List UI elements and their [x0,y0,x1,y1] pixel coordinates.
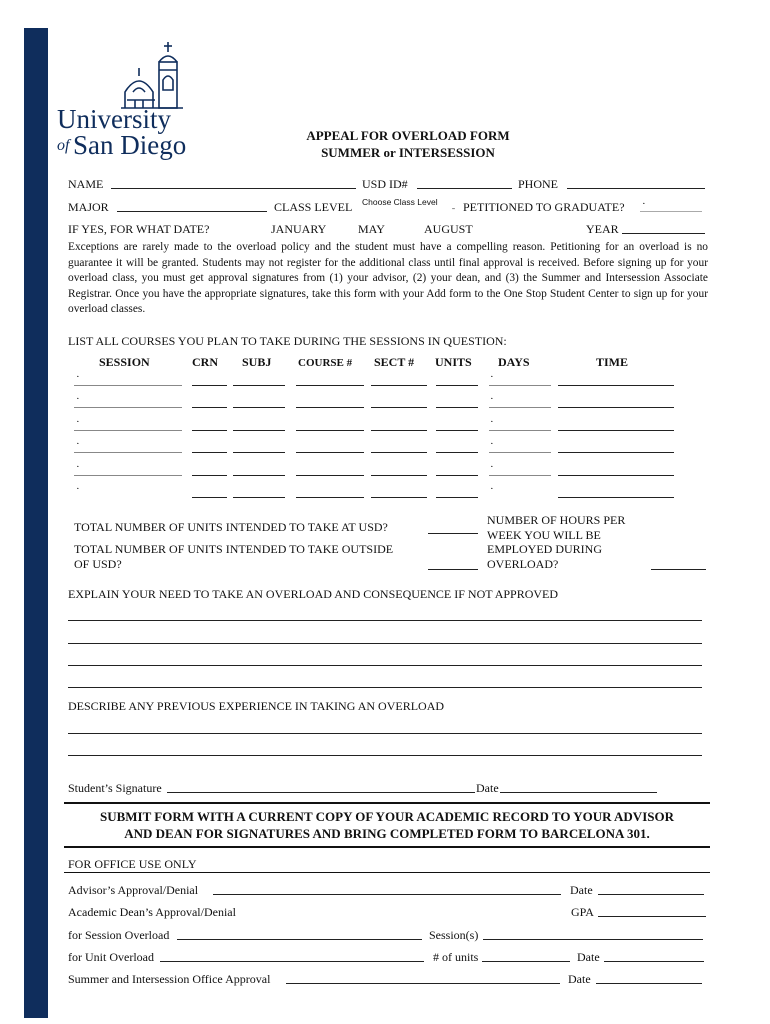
course-row-3-session-dropdown-icon: · [76,416,80,428]
course-row-1-crn-input[interactable] [192,385,227,386]
gpa-input[interactable] [598,916,706,917]
header-sect: SECT # [374,355,415,369]
explain-line-2[interactable] [68,643,702,644]
may-option[interactable]: MAY [358,222,385,236]
header-subj: SUBJ [242,355,272,369]
class-level-chevron-icon: ˍ [452,200,455,210]
header-crn: CRN [192,355,218,369]
num-units-input[interactable] [482,961,570,962]
logo-san-diego-text: San Diego [73,130,187,160]
describe-line-2[interactable] [68,755,702,756]
sessions-label: Session(s) [429,928,479,942]
course-row-6-sect-input[interactable] [371,497,427,498]
course-row-3-days-input[interactable] [489,430,551,431]
course-row-4-days-input[interactable] [489,452,551,453]
course-row-2-session-input[interactable] [74,407,182,408]
describe-label: DESCRIBE ANY PREVIOUS EXPERIENCE IN TAKING AN OVERLOAD [68,699,445,713]
submit-bottom-rule [64,846,710,848]
course-row-2-days-dropdown-icon: · [490,393,494,405]
usd-id-label: USD ID# [362,177,408,191]
course-row-5-crn-input[interactable] [192,475,227,476]
header-course: COURSE # [298,357,353,369]
header-days: DAYS [498,355,530,369]
course-row-1-days-dropdown-icon: · [490,371,494,383]
course-row-2-subj-input[interactable] [233,407,285,408]
total-outside-label-line2: OF USD? [74,557,122,571]
course-row-5-time-input[interactable] [558,475,674,476]
major-label: MAJOR [68,200,109,214]
policy-paragraph: Exceptions are rarely made to the overload policy and the student must have a compelling reason. Petitioning for an overload is no guarantee it will be granted. Students may not register for the additional class until final approval is received. Before signing up for your overload class, you must get approval signatures from (1) your advisor, (2) your dean, and (3) the Summer and Intersession Associate Registrar. Once you have the appropriate signatures, take this form with your Add form to the One Stop Student Center to sign up for your overload classes. [68,241,708,315]
unit-overload-input[interactable] [160,961,424,962]
course-row-5-subj-input[interactable] [233,475,285,476]
student-signature-label: Student’s Signature [68,781,162,795]
total-usd-input[interactable] [428,533,478,534]
hours-label [487,513,625,571]
office-use-rule [64,872,710,873]
unit-overload-label: for Unit Overload [68,950,154,964]
unit-date-input[interactable] [604,961,704,962]
course-row-3-units-input[interactable] [436,430,478,431]
if-yes-label: IF YES, FOR WHAT DATE? [68,222,210,236]
course-row-3-crn-input[interactable] [192,430,227,431]
summer-date-input[interactable] [596,983,702,984]
total-outside-input[interactable] [428,569,478,570]
course-row-1-days-input[interactable] [489,385,551,386]
gpa-label: GPA [571,905,594,919]
office-use-heading: FOR OFFICE USE ONLY [68,857,197,871]
course-row-1-course-input[interactable] [296,385,364,386]
explain-line-4[interactable] [68,687,702,688]
course-row-2-course-input[interactable] [296,407,364,408]
course-row-2-days-input[interactable] [489,407,551,408]
class-level-label: CLASS LEVEL [274,200,353,214]
course-row-3-days-dropdown-icon: · [490,416,494,428]
course-row-1-session-dropdown-icon: · [76,371,80,383]
course-row-6-time-input[interactable] [558,497,674,498]
petitioned-select[interactable] [640,211,702,212]
courses-instruction: LIST ALL COURSES YOU PLAN TO TAKE DURING THE SESSIONS IN QUESTION: [68,334,507,348]
session-overload-label: for Session Overload [68,928,170,942]
university-logo [55,40,190,165]
mission-bell-tower-icon [55,40,190,110]
phone-input[interactable] [567,188,705,189]
course-row-6-units-input[interactable] [436,497,478,498]
course-row-4-crn-input[interactable] [192,452,227,453]
header-units: UNITS [435,355,472,369]
num-units-label: # of units [433,950,479,964]
course-row-1-sect-input[interactable] [371,385,427,386]
student-signature-input[interactable] [167,792,475,793]
header-time: TIME [596,355,629,369]
course-row-5-session-input[interactable] [74,475,182,476]
form-title [270,127,546,161]
submit-instructions [64,808,710,842]
name-label: NAME [68,177,104,191]
course-row-5-days-dropdown-icon: · [490,461,494,473]
course-row-5-sect-input[interactable] [371,475,427,476]
logo-university-text: University [57,104,171,134]
major-input[interactable] [117,211,267,212]
explain-line-3[interactable] [68,665,702,666]
hours-label-line3: EMPLOYED DURING [487,542,602,556]
name-input[interactable] [111,188,356,189]
course-row-1-units-input[interactable] [436,385,478,386]
phone-label: PHONE [518,177,559,191]
form-title-line1: APPEAL FOR OVERLOAD FORM [306,128,510,143]
august-option[interactable]: AUGUST [424,222,473,236]
total-usd-label: TOTAL NUMBER OF UNITS INTENDED TO TAKE AT USD? [74,520,388,534]
year-input[interactable] [622,233,705,234]
course-row-4-session-dropdown-icon: · [76,438,80,450]
course-row-3-sect-input[interactable] [371,430,427,431]
hours-label-line1: NUMBER OF HOURS PER [487,513,626,527]
submit-top-rule [64,802,710,804]
course-row-4-days-dropdown-icon: · [490,438,494,450]
course-row-6-subj-input[interactable] [233,497,285,498]
session-overload-input[interactable] [177,939,422,940]
course-row-2-time-input[interactable] [558,407,674,408]
class-level-select[interactable]: Choose Class Level [362,197,438,207]
year-label: YEAR [586,222,619,236]
course-row-4-units-input[interactable] [436,452,478,453]
course-row-4-subj-input[interactable] [233,452,285,453]
hours-label-line2: WEEK YOU WILL BE [487,527,601,542]
course-row-1-time-input[interactable] [558,385,674,386]
course-row-6-crn-input[interactable] [192,497,227,498]
signature-date-label: Date [476,781,499,795]
course-row-3-session-input[interactable] [74,430,182,431]
submit-line2: AND DEAN FOR SIGNATURES AND BRING COMPLETED FORM TO BARCELONA 301. [124,826,650,841]
course-row-5-units-input[interactable] [436,475,478,476]
summer-approval-label: Summer and Intersession Office Approval [68,972,271,986]
left-sidebar-bar [24,28,48,1018]
course-row-4-time-input[interactable] [558,452,674,453]
course-row-5-course-input[interactable] [296,475,364,476]
course-row-5-days-input[interactable] [489,475,551,476]
course-row-4-course-input[interactable] [296,452,364,453]
advisor-approval-label: Advisor’s Approval/Denial [68,883,199,897]
usd-id-input[interactable] [417,188,512,189]
course-row-5-session-dropdown-icon: · [76,461,80,473]
explain-label: EXPLAIN YOUR NEED TO TAKE AN OVERLOAD AND CONSEQUENCE IF NOT APPROVED [68,587,559,601]
signature-date-input[interactable] [500,792,657,793]
dean-approval-label: Academic Dean’s Approval/Denial [68,905,236,919]
hours-input[interactable] [651,569,706,570]
logo-of-text: of [57,137,70,154]
describe-line-1[interactable] [68,733,702,734]
explain-line-1[interactable] [68,620,702,621]
submit-line1: SUBMIT FORM WITH A CURRENT COPY OF YOUR ACADEMIC RECORD TO YOUR ADVISOR [100,809,674,824]
course-row-1-subj-input[interactable] [233,385,285,386]
hours-label-line4: OVERLOAD? [487,556,559,571]
summer-approval-input[interactable] [286,983,560,984]
petitioned-label: PETITIONED TO GRADUATE? [463,200,625,214]
total-outside-label-line1: TOTAL NUMBER OF UNITS INTENDED TO TAKE OUTSIDE [74,542,394,556]
course-row-1-session-input[interactable] [74,385,182,386]
course-row-3-course-input[interactable] [296,430,364,431]
course-row-4-session-input[interactable] [74,452,182,453]
header-session: SESSION [99,355,150,369]
course-row-6-session-dropdown-icon: · [76,483,80,495]
course-row-2-session-dropdown-icon: · [76,393,80,405]
january-option[interactable]: JANUARY [271,222,327,236]
course-row-4-sect-input[interactable] [371,452,427,453]
course-row-6-course-input[interactable] [296,497,364,498]
advisor-date-input[interactable] [598,894,704,895]
sessions-input[interactable] [483,939,703,940]
summer-date-label: Date [568,972,591,986]
course-row-3-subj-input[interactable] [233,430,285,431]
petitioned-dot-icon: · [642,198,646,210]
advisor-date-label: Date [570,883,593,897]
course-row-6-days-dropdown-icon: · [490,483,494,495]
unit-date-label: Date [577,950,600,964]
course-row-2-crn-input[interactable] [192,407,227,408]
course-row-3-time-input[interactable] [558,430,674,431]
form-title-line2: SUMMER or INTERSESSION [321,145,495,160]
course-row-2-sect-input[interactable] [371,407,427,408]
advisor-approval-input[interactable] [213,894,561,895]
course-row-2-units-input[interactable] [436,407,478,408]
